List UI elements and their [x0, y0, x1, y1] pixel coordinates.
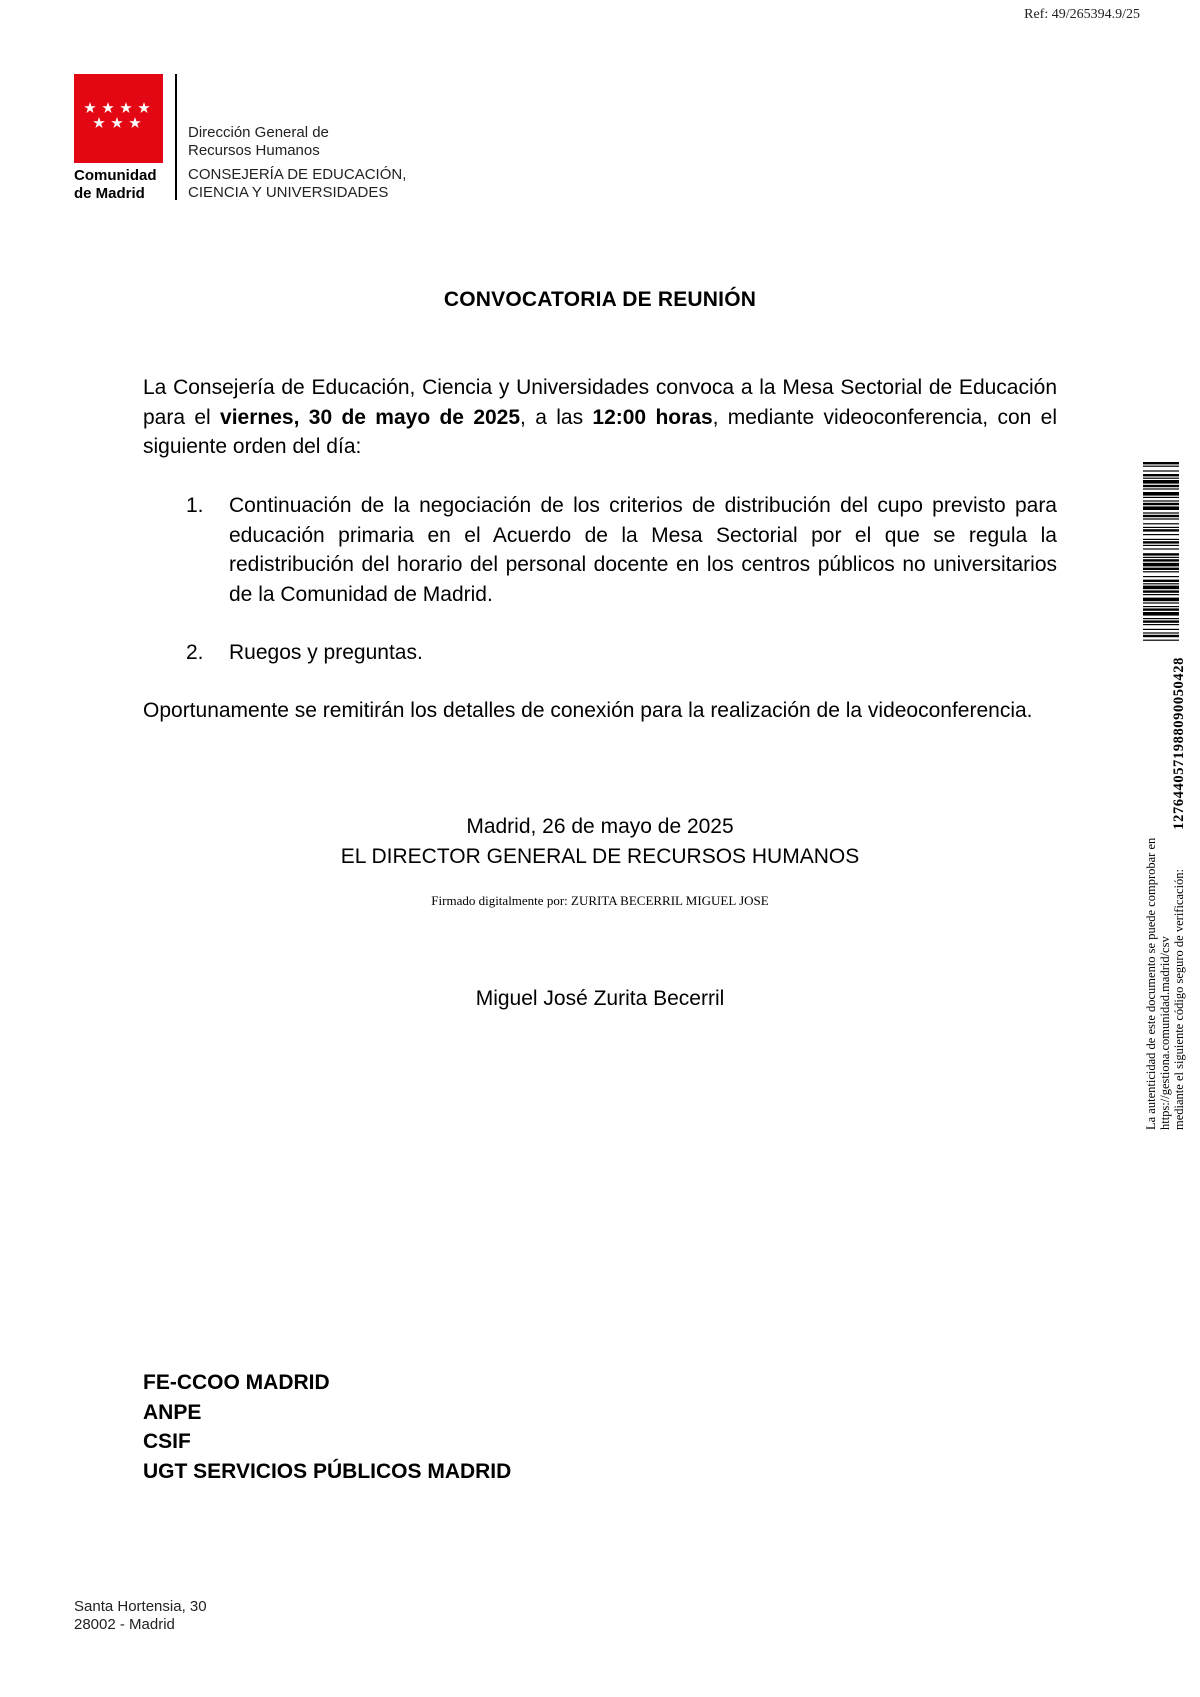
barcode-bar: [1143, 618, 1179, 619]
barcode-bar: [1143, 608, 1179, 610]
conse-line1: CONSEJERÍA DE EDUCACIÓN,: [188, 166, 407, 183]
address-line2: 28002 - Madrid: [74, 1616, 175, 1633]
agenda-item-number: 1.: [186, 494, 204, 517]
digital-signature: Firmado digitalmente por: ZURITA BECERRIL MIGUEL JOSE: [431, 893, 769, 908]
barcode-bar: [1143, 534, 1179, 535]
agenda-item-number: 2.: [186, 641, 204, 664]
recipient: ANPE: [143, 1400, 202, 1424]
verification-line2: https://gestiona.comunidad.madrid/csv: [1158, 936, 1172, 1130]
closing-paragraph: Oportunamente se remitirán los detalles de conexión para la realización de la videoconferencia.: [143, 699, 1033, 722]
verification-line3: mediante el siguiente código seguro de verificación:: [1172, 868, 1186, 1130]
logo-name-line2: de Madrid: [74, 185, 145, 202]
verification-note: [1144, 657, 1186, 1130]
barcode-bar: [1143, 559, 1179, 561]
barcode-bar: [1143, 594, 1179, 595]
consejeria-name: [188, 166, 406, 202]
recipient: UGT SERVICIOS PÚBLICOS MADRID: [143, 1459, 512, 1483]
logo-name-line1: Comunidad: [74, 167, 157, 184]
stars-icon: [84, 102, 152, 130]
meeting-date: viernes, 30 de mayo de 2025: [220, 405, 521, 429]
signer-name: Miguel José Zurita Becerril: [475, 987, 725, 1010]
logo-divider: [175, 74, 177, 200]
intro-text-1: La Consejería de Educación, Ciencia y Universidades convoca a la Mesa Sectorial de Educación para el: [143, 376, 1057, 429]
barcode-bar: [1143, 523, 1179, 524]
barcode-bar: [1143, 527, 1179, 528]
barcode-bar: [1143, 624, 1179, 625]
barcode-bar: [1143, 492, 1179, 496]
address-line1: Santa Hortensia, 30: [74, 1598, 207, 1615]
barcode-bar: [1143, 598, 1179, 602]
barcode-bar: [1143, 590, 1179, 592]
document-title: CONVOCATORIA DE REUNIÓN: [443, 288, 757, 311]
recipients-list: [143, 1368, 511, 1486]
barcode-bar: [1143, 576, 1179, 577]
dept-line1: Dirección General de: [188, 124, 329, 141]
barcode-bar: [1143, 497, 1179, 498]
barcode-bar: [1143, 478, 1179, 479]
verification-barcode: [1143, 462, 1179, 642]
barcode-bar: [1143, 515, 1179, 517]
place-date: Madrid, 26 de mayo de 2025: [466, 815, 734, 838]
csv-code: 1276440571988090050428: [1171, 657, 1187, 830]
conse-line2: CIENCIA Y UNIVERSIDADES: [188, 184, 389, 201]
barcode-bar: [1143, 485, 1179, 487]
barcode-bar: [1143, 612, 1179, 616]
barcode-bar: [1143, 580, 1179, 582]
agenda-item-text: Continuación de la negociación de los criterios de distribución del cupo previsto para educación primaria en el Acuerdo de la Mesa Sectorial por el que se regula la redistribución del horario del personal docente en los centros públicos no universitarios de la Comunidad de Madrid.: [229, 494, 1057, 606]
footer-address: [74, 1598, 207, 1634]
verification-line1: La autenticidad de este documento se puede comprobar en: [1144, 837, 1158, 1130]
barcode-bar: [1143, 571, 1179, 572]
barcode-bar: [1143, 541, 1179, 543]
barcode-bar: [1143, 606, 1179, 607]
barcode-bar: [1143, 506, 1179, 510]
barcode-bar: [1143, 553, 1179, 555]
barcode-bar: [1143, 583, 1179, 584]
barcode-bar: [1143, 512, 1179, 513]
barcode-bar: [1143, 620, 1179, 622]
signer-role: EL DIRECTOR GENERAL DE RECURSOS HUMANOS: [340, 845, 860, 868]
barcode-bar: [1143, 488, 1179, 489]
intro-text-2: , a las: [520, 405, 593, 429]
barcode-bar: [1143, 529, 1179, 531]
barcode-bar: [1143, 462, 1179, 464]
barcode-bar: [1143, 500, 1179, 501]
barcode-bar: [1143, 557, 1179, 558]
barcode-bar: [1143, 539, 1179, 540]
barcode-bar: [1143, 586, 1179, 590]
reference-number: Ref: 49/265394.9/25: [1024, 7, 1140, 22]
barcode-bar: [1143, 602, 1179, 603]
logo-wordmark: [74, 167, 157, 203]
meeting-time: 12:00 horas: [592, 405, 713, 429]
barcode-bar: [1143, 480, 1179, 484]
barcode-bar: [1143, 474, 1179, 476]
recipient: CSIF: [143, 1430, 191, 1453]
intro-text-3: , mediante videoconferencia, con el siguiente orden del día:: [143, 405, 1057, 458]
agenda-item-text: Ruegos y preguntas.: [229, 641, 423, 664]
dept-line2: Recursos Humanos: [188, 142, 320, 159]
barcode-bar: [1143, 635, 1179, 637]
barcode-bar: [1143, 548, 1179, 549]
barcode-bar: [1143, 503, 1179, 505]
intro-paragraph: [143, 373, 1057, 462]
barcode-bar: [1143, 518, 1179, 519]
barcode-bar: [1143, 466, 1179, 467]
recipient: FE-CCOO MADRID: [143, 1371, 330, 1394]
barcode-bar: [1143, 640, 1179, 641]
barcode-bar: [1143, 632, 1179, 633]
department-name: [188, 124, 329, 160]
comunidad-madrid-logo: [74, 74, 163, 163]
barcode-bar: [1143, 545, 1179, 546]
barcode-bar: [1143, 470, 1179, 471]
barcode-bar: [1143, 629, 1179, 630]
barcode-bar: [1143, 563, 1179, 567]
barcode-bar: [1143, 568, 1179, 570]
